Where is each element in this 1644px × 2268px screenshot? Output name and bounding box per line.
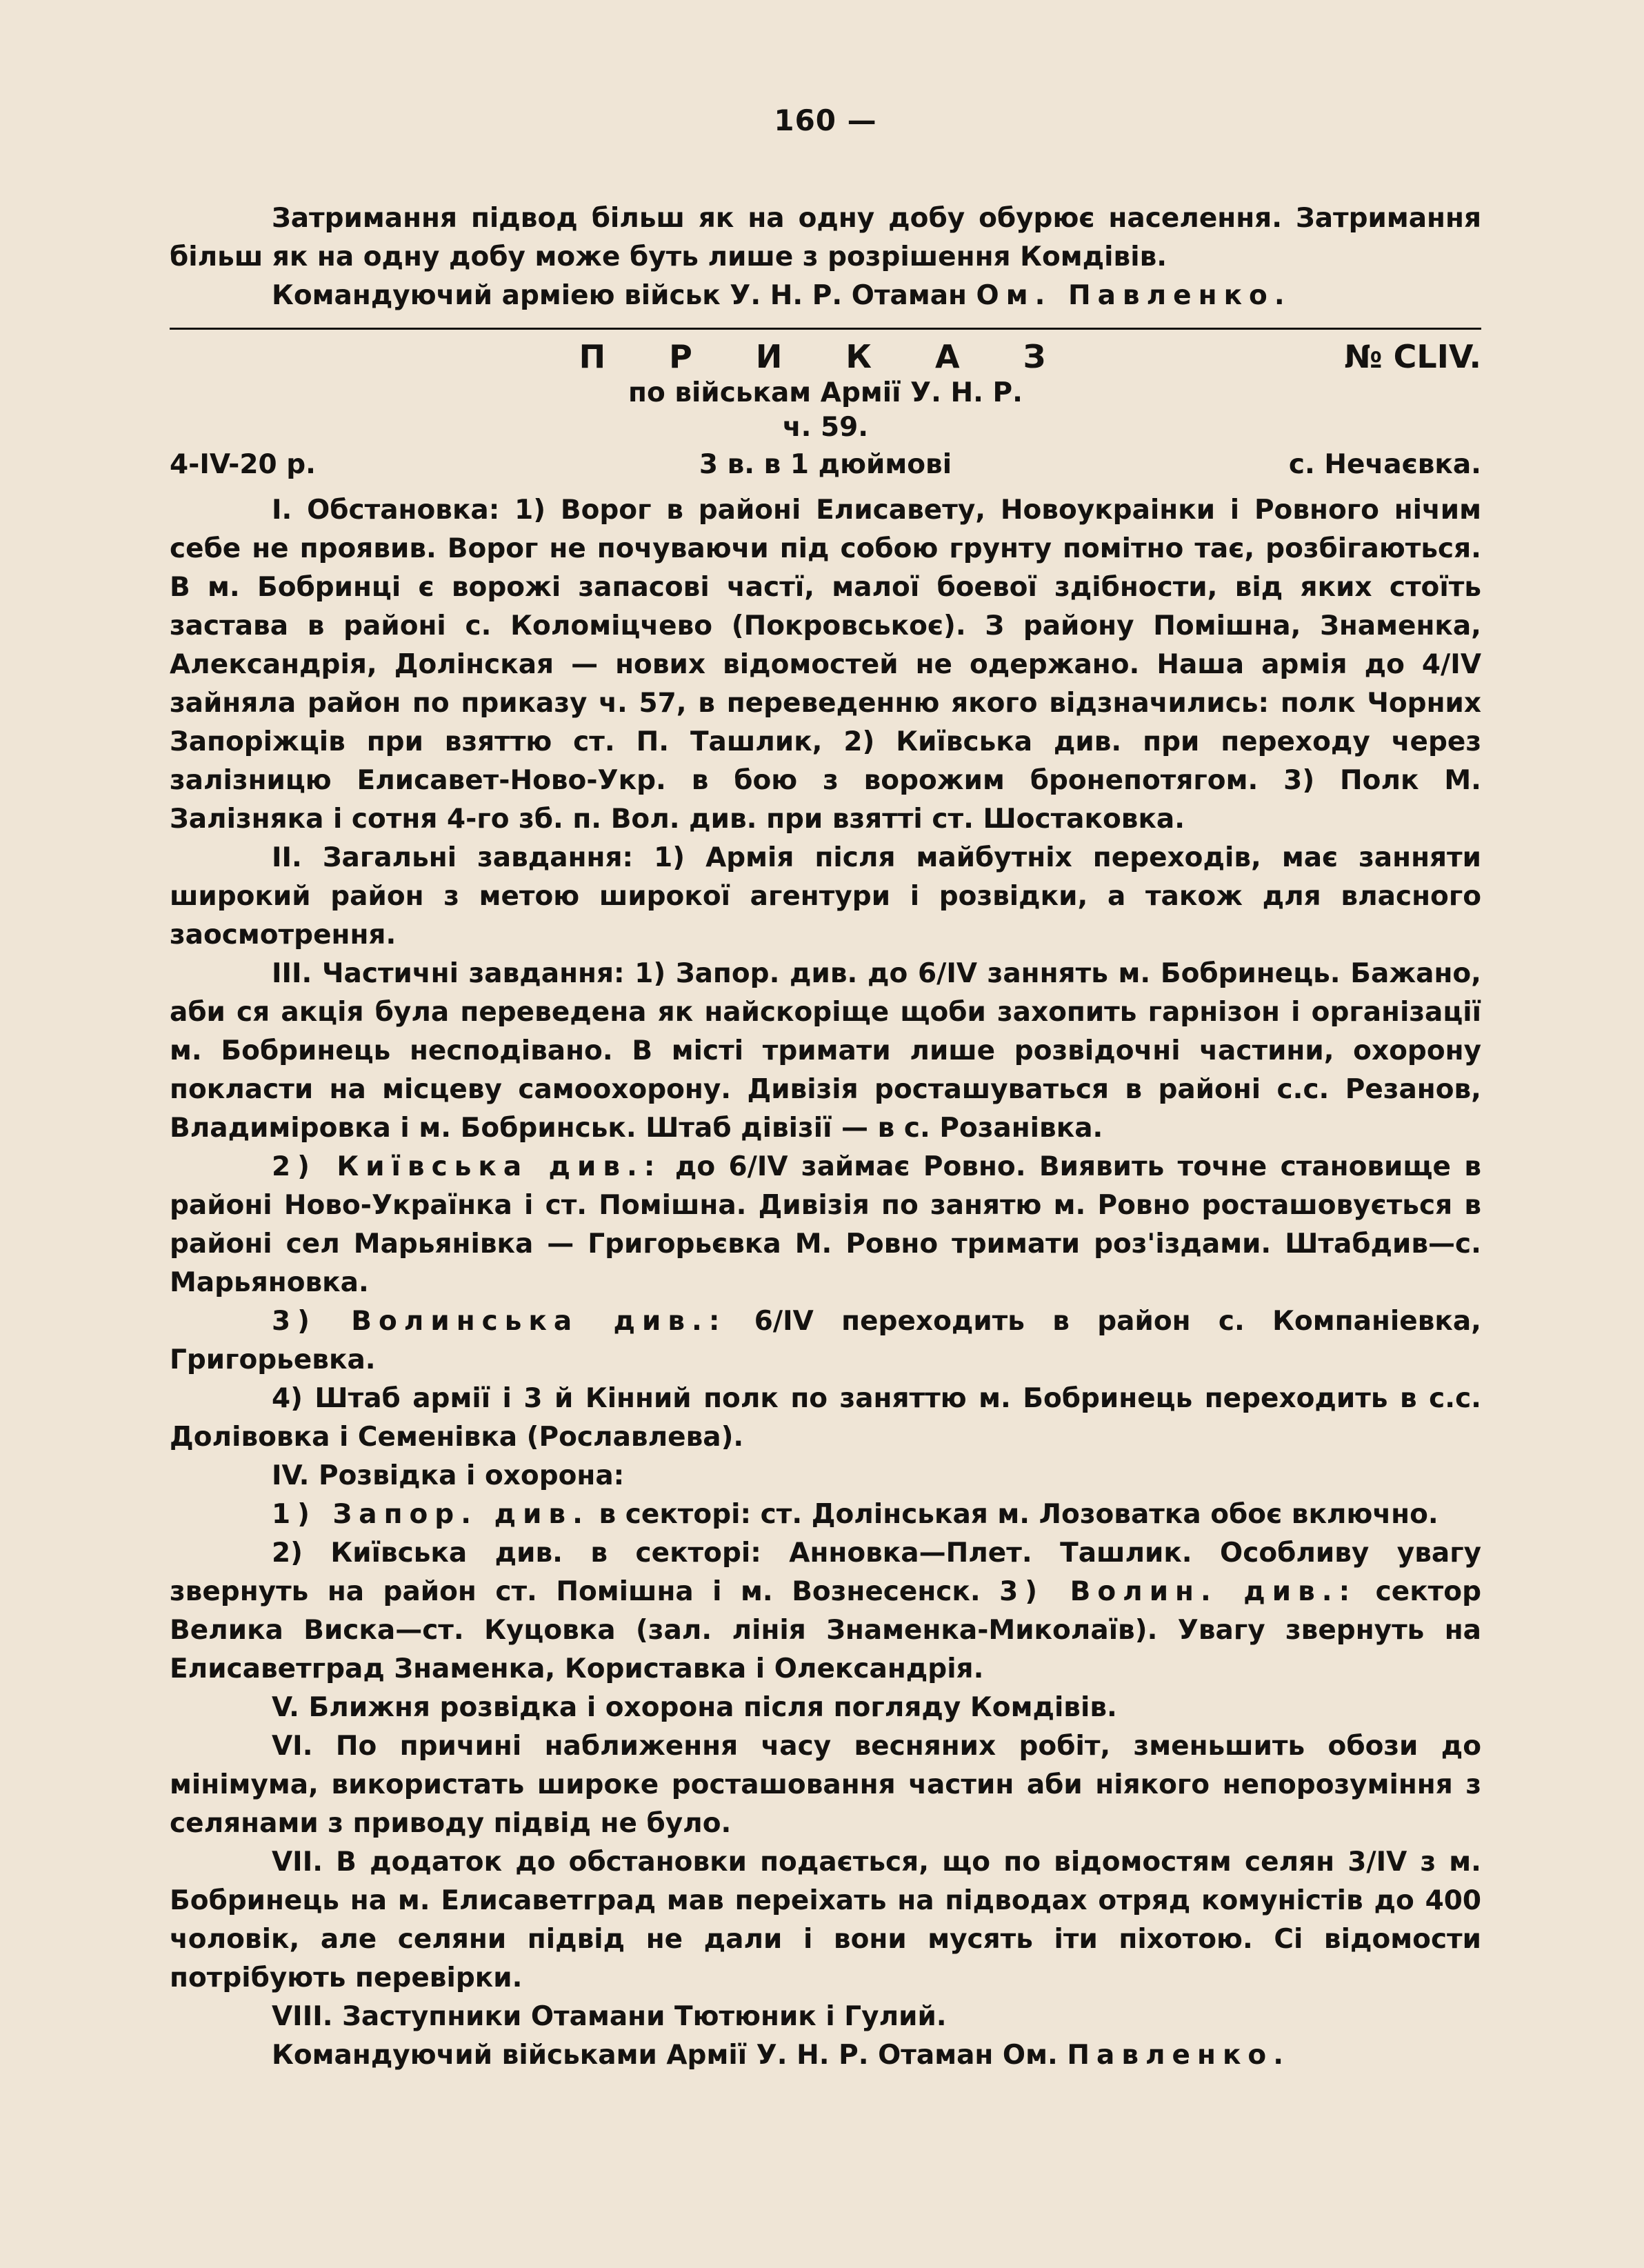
closing-signature-prefix: Командуючий військами Армії У. Н. Р. Отаман Ом. [272, 2040, 1058, 2071]
paragraph-army-staff: 4) Штаб армії і 3 й Кінний полк по заняттю м. Бобринець переходить в с.с. Долівовка і Семенівка (Рославлева). [170, 1383, 1481, 1453]
intro-paragraph: Затримання підвод більш як на одну добу обурює населення. Затримання більш як на одну добу може буть лише з розрішення Комдівів. [170, 203, 1481, 272]
order-number: № CLIV. [1344, 338, 1481, 375]
paragraph-addendum: VII. В додаток до обстановки подається, що по відомостям селян 3/IV з м. Бобринець на м. Елисаветград мав переіхать на підводах отряд комуністів до 400 чоловік, але селяни підвід не дали і вони мусять іти піхотою. Сі відомости потрібують перевірки. [170, 1847, 1481, 1993]
paragraph-general-tasks: II. Загальні завдання: 1) Армія після майбутніх переходів, має занняти широкий район з метою широкої агентури і розвідки, а також для власного заосмотрення. [170, 842, 1481, 951]
paragraph-volyn-division [170, 1302, 1481, 1380]
kyiv-division-text: до 6/IV займає Ровно. Виявить точне становище в районі Ново-Українка і ст. Помішна. Дивізія по занятю м. Ровно росташовується в районі сел Марьянівка — Григорьєвка М. Ровно тримати роз'іздами. Штабдив—с. Марьяновка. [170, 1151, 1481, 1298]
kyiv-division-label: 2) Київська див.: [272, 1151, 662, 1182]
order-subtitle: по військам Армії У. Н. Р. [628, 377, 1023, 408]
paragraph-situation: I. Обстановка: 1) Ворог в районі Елисавету, Новоукраінки і Ровного нічим себе не проявив. Ворог не почуваючи під собою грунту помітно тає, розбігаються. В м. Бобринці є ворожі запасові частї, малої боевої здібности, від яких стоїть застава в районі с. Коломіцчево (Покровськоє). З району Помішна, Знаменка, Александрія, Долінская — нових відомостей не одержано. Наша армія до 4/IV зайняла район по приказу ч. 57, в переведенню якого відзначились: полк Чорних Запоріжців при взяттю ст. П. Ташлик, 2) Київська див. при переходу через залізницю Елисавет-Ново-Укр. в бою з ворожим бронепотягом. 3) Полк М. Залізняка і сотня 4-го зб. п. Вол. див. при взятті ст. Шостаковка. [170, 495, 1481, 835]
intro-signature [170, 277, 1481, 315]
paragraph-sectors [170, 1534, 1481, 1689]
order-header [170, 337, 1481, 491]
order-title: П Р И К А З [579, 338, 1072, 375]
paragraph-spring-work: VI. По причині наближення часу весняних робіт, зменьшить обози до мінімума, використать широке росташовання частин аби ніякого непорозуміння з селянами з приводу підвід не було. [170, 1731, 1481, 1839]
paragraph-partial-tasks: III. Частичні завдання: 1) Запор. див. до 6/IV заннять м. Бобринець. Бажано, аби ся акція була переведена як найскоріще щоби захопить гарнізон і організації м. Бобринець несподівано. В місті тримати лише розвідочні частини, охорону покласти на місцеву самоохорону. Дивізія росташуваться в районі с.с. Резанов, Владиміровка і м. Бобринськ. Штаб дівізії — в с. Розанівка. [170, 958, 1481, 1144]
divider-rule [170, 328, 1481, 330]
order-date: 4-IV-20 р. [170, 449, 316, 480]
order-map-scale: 3 в. в 1 дюймові [699, 449, 952, 480]
paragraph-deputies: VIII. Заступники Отамани Тютюник і Гулий. [272, 2001, 947, 2032]
paragraph-near-reconnaissance: V. Ближня розвідка і охорона після погляду Комдівів. [272, 1692, 1117, 1723]
zapor-division-label: 1) Запор. див. [272, 1499, 590, 1530]
order-part: ч. 59. [782, 412, 869, 443]
sectors-text-b: сектор Велика Виска—ст. Куцовка (зал. лінія Знаменка-Миколаїв). Увагу звернуть на Елисаветград Знаменка, Користавка і Олександрія. [170, 1576, 1482, 1684]
paragraph-reconnaissance-heading: IV. Розвідка і охорона: [272, 1460, 625, 1491]
paragraph-kyiv-division [170, 1148, 1481, 1302]
sectors-text-a: 2) Київська див. в секторі: Анновка—Плет. Ташлик. Особливу увагу звернуть на район ст. Помішна і м. Вознесенск. [170, 1538, 1481, 1607]
zapor-sector-text: в секторі: ст. Долінськая м. Лозоватка обоє включно. [589, 1499, 1438, 1530]
volyn-division-label: 3) Волинська див.: [272, 1306, 727, 1337]
page-number: 160 — [774, 103, 877, 137]
volyn-sector-label: 3) Волин. див.: [999, 1576, 1357, 1607]
closing-signature [170, 2036, 1481, 2075]
order-place: с. Нечаєвка. [1288, 449, 1481, 480]
volyn-division-text: 6/IV переходить в район с. Компаніевка, Григорьевка. [170, 1306, 1481, 1375]
paragraph-zapor-sector [170, 1495, 1481, 1534]
intro-signature-name: Ом. Павленко. [976, 280, 1292, 311]
closing-signature-name: Павленко. [1067, 2040, 1291, 2071]
intro-signature-prefix: Командуючий арміею військ У. Н. Р. Отаман [272, 280, 967, 311]
